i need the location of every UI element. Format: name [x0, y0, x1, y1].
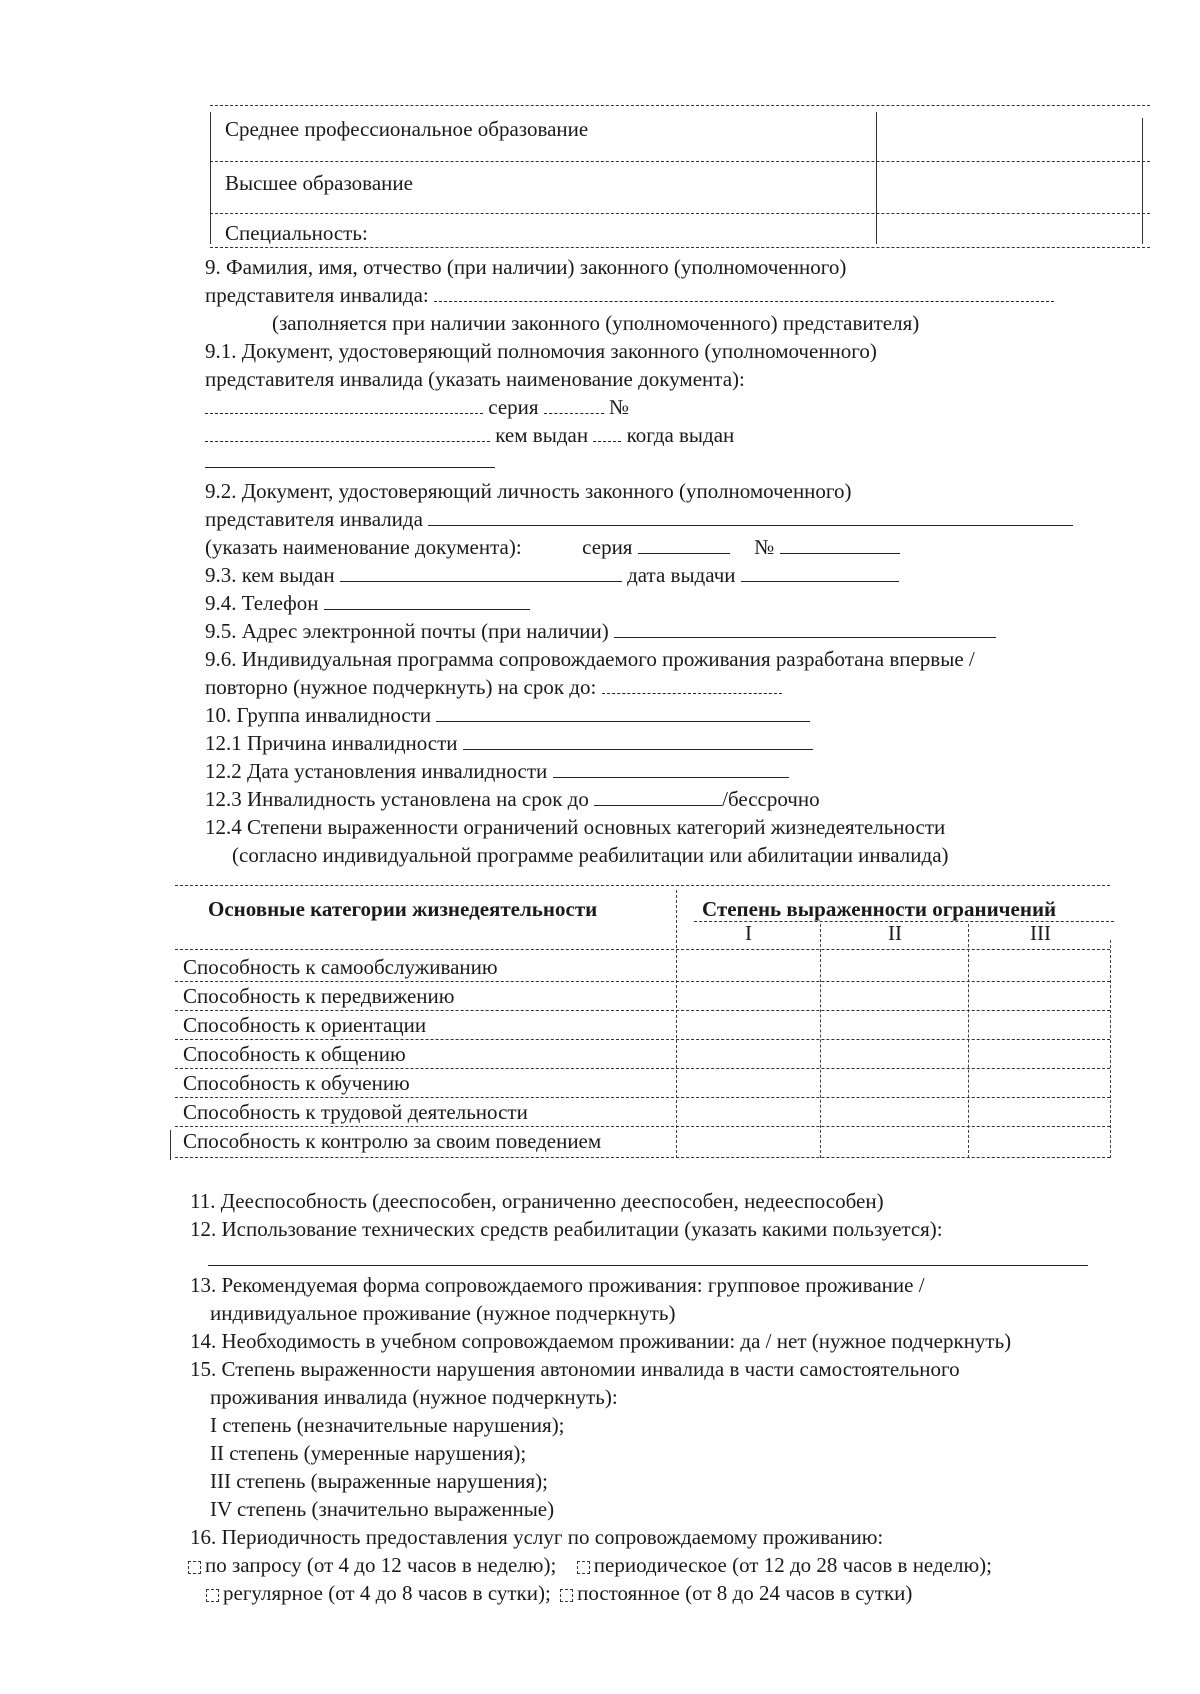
- frequency-option-label: по запросу (от 4 до 12 часов в неделю);: [205, 1553, 557, 1577]
- section-12-1: [205, 730, 813, 756]
- degree-column-divider: [820, 924, 821, 1158]
- section-9-1-line2: представителя инвалида (указать наименование документа):: [205, 367, 745, 391]
- ability-row-divider: [175, 980, 1110, 982]
- ability-table-right-border: [1110, 940, 1111, 1158]
- section-16-options-row2: [206, 1580, 912, 1606]
- ability-row-label: Способность к обучению: [183, 1071, 410, 1095]
- section-10: [205, 702, 810, 728]
- number-field[interactable]: [780, 536, 900, 554]
- frequency-option-label: периодическое (от 12 до 28 часов в неделю);: [593, 1553, 992, 1577]
- issued-by-label: кем выдан: [495, 423, 589, 447]
- issue-date-label: дата выдачи: [627, 563, 736, 587]
- section-9-4: [205, 590, 530, 616]
- identity-document-field[interactable]: [428, 508, 1073, 526]
- issued-when-field[interactable]: [205, 448, 495, 468]
- series-label: серия: [488, 395, 539, 419]
- autonomy-option[interactable]: I степень (незначительные нарушения);: [210, 1413, 565, 1437]
- disability-term-label: 12.3 Инвалидность установлена на срок до: [205, 787, 589, 811]
- ability-row-divider: [175, 1067, 1110, 1069]
- section-13-line1: 13. Рекомендуемая форма сопровождаемого проживания: групповое проживание /: [190, 1273, 925, 1297]
- ability-row-label: Способность к контролю за своим поведением: [183, 1129, 602, 1153]
- checkbox[interactable]: [206, 1589, 219, 1602]
- disability-group-label: 10. Группа инвалидности: [205, 703, 432, 727]
- section-9-2-line3: [205, 534, 900, 560]
- disability-date-label: 12.2 Дата установления инвалидности: [205, 759, 548, 783]
- disability-cause-field[interactable]: [463, 732, 813, 750]
- ability-row-label: Способность к передвижению: [183, 984, 455, 1008]
- table-border-top: [210, 104, 1150, 106]
- rehab-means-field[interactable]: [208, 1244, 1088, 1266]
- disability-group-field[interactable]: [436, 704, 810, 722]
- section-9-2-line1: 9.2. Документ, удостоверяющий личность законного (уполномоченного): [205, 479, 852, 503]
- section-12-2: [205, 758, 789, 784]
- ability-row-divider: [175, 1009, 1110, 1011]
- section-11: 11. Дееспособность (дееспособен, ограниченно дееспособен, недееспособен): [190, 1189, 884, 1213]
- section-9-note: (заполняется при наличии законного (уполномоченного) представителя): [272, 311, 920, 335]
- checkbox[interactable]: [577, 1561, 590, 1574]
- ability-row-divider: [175, 1096, 1110, 1098]
- section-12-4-line2: (согласно индивидуальной программе реабилитации или абилитации инвалида): [232, 843, 949, 867]
- section-9-1-line1: 9.1. Документ, удостоверяющий полномочия законного (уполномоченного): [205, 339, 877, 363]
- degree-label: III: [1030, 921, 1051, 945]
- ability-row-label: Способность к трудовой деятельности: [183, 1100, 528, 1124]
- disability-cause-label: 12.1 Причина инвалидности: [205, 731, 458, 755]
- section-12-4-line1: 12.4 Степени выраженности ограничений основных категорий жизнедеятельности: [205, 815, 946, 839]
- issue-date-field[interactable]: [741, 564, 899, 582]
- series-field[interactable]: [638, 536, 730, 554]
- degree-label: II: [888, 921, 902, 945]
- ability-table-header-divider: [175, 948, 1110, 950]
- table-border-left: [210, 112, 211, 244]
- program-term-field[interactable]: [602, 676, 782, 694]
- section-15-line1: 15. Степень выраженности нарушения автономии инвалида в части самостоятельного: [190, 1357, 960, 1381]
- disability-date-field[interactable]: [553, 760, 789, 778]
- ability-row-divider: [175, 1125, 1110, 1127]
- ability-table-header-left: Основные категории жизнедеятельности: [208, 897, 598, 921]
- section-9-6-line1: 9.6. Индивидуальная программа сопровождаемого проживания разработана впервые /: [205, 647, 975, 671]
- phone-label: 9.4. Телефон: [205, 591, 319, 615]
- ability-table-left-border: [170, 1130, 171, 1160]
- table-border-bottom: [210, 246, 1150, 248]
- section-9-line2: [205, 282, 1054, 308]
- table-border-right: [1142, 118, 1143, 244]
- table-row-divider: [210, 212, 1150, 214]
- issued-when-label: когда выдан: [626, 423, 735, 447]
- section-9-1-issued-row: [205, 422, 734, 448]
- degree-column-divider: [968, 924, 969, 1158]
- frequency-option-label: постоянное (от 8 до 24 часов в сутки): [577, 1581, 913, 1605]
- issued-by-field[interactable]: [340, 564, 622, 582]
- edu-row-label: Высшее образование: [225, 171, 413, 195]
- ability-row-label: Способность к общению: [183, 1042, 406, 1066]
- ability-row-label: Способность к самообслуживанию: [183, 955, 498, 979]
- number-label: №: [754, 535, 775, 559]
- issued-by-field[interactable]: [593, 424, 621, 442]
- table-column-divider: [876, 112, 877, 244]
- edu-row-label: Среднее профессиональное образование: [225, 117, 589, 141]
- section-9-6-label: повторно (нужное подчеркнуть) на срок до:: [205, 675, 597, 699]
- degree-label: I: [745, 921, 752, 945]
- section-9-label: представителя инвалида:: [205, 283, 429, 307]
- autonomy-option[interactable]: II степень (умеренные нарушения);: [210, 1441, 527, 1465]
- section-15-line2: проживания инвалида (нужное подчеркнуть):: [210, 1385, 618, 1409]
- section-9-6-line2: [205, 674, 782, 700]
- series-label: серия: [582, 535, 633, 559]
- section-12: 12. Использование технических средств реабилитации (указать какими пользуется):: [190, 1217, 943, 1241]
- issued-by-label: 9.3. кем выдан: [205, 563, 335, 587]
- section-12-3: [205, 786, 820, 812]
- email-label: 9.5. Адрес электронной почты (при наличии): [205, 619, 609, 643]
- checkbox[interactable]: [560, 1589, 573, 1602]
- section-9-3: [205, 562, 899, 588]
- representative-name-field[interactable]: [434, 284, 1054, 302]
- checkbox[interactable]: [188, 1561, 201, 1574]
- section-9-2-line2: [205, 506, 1073, 532]
- phone-field[interactable]: [324, 592, 530, 610]
- frequency-option-label: регулярное (от 4 до 8 часов в сутки);: [223, 1581, 551, 1605]
- ability-table-top-border: [175, 884, 1110, 886]
- section-13-line2: индивидуальное проживание (нужное подчеркнуть): [210, 1301, 676, 1325]
- section-9-2-doc-label: (указать наименование документа):: [205, 535, 522, 559]
- disability-term-field[interactable]: [594, 788, 722, 806]
- autonomy-option[interactable]: III степень (выраженные нарушения);: [210, 1469, 548, 1493]
- edu-row-label: Специальность:: [225, 221, 368, 245]
- number-field[interactable]: [205, 424, 490, 442]
- section-16-options-row1: [188, 1552, 992, 1578]
- ability-row-divider: [175, 1038, 1110, 1040]
- indefinite-label: /бессрочно: [722, 787, 820, 811]
- section-14: 14. Необходимость в учебном сопровождаемом проживании: да / нет (нужное подчеркнуть): [190, 1329, 1012, 1353]
- document-name-field[interactable]: [205, 396, 483, 414]
- number-label: №: [609, 395, 630, 419]
- ability-table-column-divider: [676, 890, 677, 1158]
- table-row-divider: [210, 160, 1150, 162]
- email-field[interactable]: [614, 620, 996, 638]
- section-9-line1: 9. Фамилия, имя, отчество (при наличии) законного (уполномоченного): [205, 255, 847, 279]
- series-field[interactable]: [544, 396, 604, 414]
- ability-row-label: Способность к ориентации: [183, 1013, 427, 1037]
- section-9-5: [205, 618, 996, 644]
- degree-header-line: [694, 920, 1114, 922]
- section-9-2-label: представителя инвалида: [205, 507, 423, 531]
- ability-table-bottom-border: [175, 1156, 1110, 1158]
- ability-table-header-right: Степень выраженности ограничений: [702, 897, 1057, 921]
- autonomy-option[interactable]: IV степень (значительно выраженные): [210, 1497, 555, 1521]
- section-9-1-series-row: [205, 394, 629, 420]
- section-16-line1: 16. Периодичность предоставления услуг по сопровождаемому проживанию:: [190, 1525, 884, 1549]
